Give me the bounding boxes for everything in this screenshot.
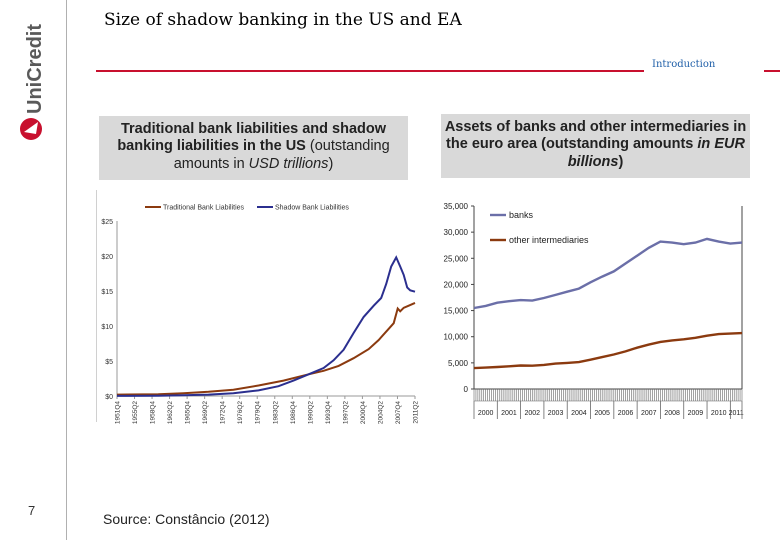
x-tick-label: 1983Q2: [272, 401, 280, 425]
x-tick-label: 1993Q4: [324, 401, 332, 425]
series-line-shadow: [117, 257, 415, 396]
y-tick-label: $20: [101, 254, 113, 261]
y-tick-label: 25,000: [443, 254, 468, 264]
y-tick-label: 10,000: [443, 332, 468, 342]
x-tick-label: 1955Q2: [132, 401, 140, 425]
x-tick-label: 1962Q2: [167, 401, 175, 425]
section-label: Introduction: [652, 59, 716, 70]
series-line-other: [474, 333, 742, 368]
y-tick-label: $25: [101, 219, 113, 226]
x-tick-label: 2000Q4: [359, 401, 367, 425]
x-tick-label: 2007Q4: [394, 401, 402, 425]
x-tick-label: 2002: [524, 410, 541, 417]
x-tick-label: 1976Q2: [237, 401, 245, 425]
y-tick-label: $5: [105, 359, 113, 366]
x-tick-label: 1986Q4: [289, 401, 297, 425]
x-tick-label: 2011Q2: [412, 401, 420, 424]
x-tick-label: 1997Q2: [342, 401, 350, 425]
x-tick-label: 2006: [617, 410, 634, 417]
left-caption-bold: Traditional bank liabilities and shadow banking liabilities in the US: [117, 121, 387, 155]
x-tick-label: 2004: [571, 410, 587, 417]
y-tick-label: $10: [101, 324, 113, 331]
left-caption-close: ): [328, 155, 334, 172]
y-tick-label: 0: [463, 385, 468, 394]
legend-label: banks: [509, 210, 534, 220]
source-note: Source: Constâncio (2012): [103, 511, 270, 527]
series-line-traditional: [117, 303, 415, 395]
x-tick-label: 1979Q4: [254, 401, 262, 425]
svg-text:UniCredit: UniCredit: [24, 24, 46, 114]
x-tick-label: 2005: [594, 410, 610, 417]
legend-label: other intermediaries: [509, 235, 589, 245]
x-tick-label: 2000: [477, 410, 494, 417]
euro-area-assets-chart: [428, 196, 750, 428]
right-caption-close: ): [618, 153, 624, 170]
right-caption-bold: Assets of banks and other intermediaries in the euro area (outstanding amounts: [444, 119, 747, 153]
right-caption-italic: in EUR billions: [567, 136, 745, 170]
x-tick-label: 2009: [687, 410, 704, 417]
y-tick-label: 35,000: [443, 202, 468, 211]
x-tick-label: 2007: [640, 410, 657, 417]
x-tick-label: 2008: [664, 410, 680, 417]
y-tick-label: $0: [105, 394, 113, 401]
series-line-banks: [474, 239, 742, 308]
slide-title: Size of shadow banking in the US and EA: [104, 10, 462, 30]
x-tick-label: 2011: [728, 410, 744, 417]
x-tick-label: 1965Q4: [184, 401, 192, 425]
side-divider: [66, 0, 67, 540]
x-tick-label: 2004Q2: [377, 401, 385, 425]
x-tick-label: 2010: [710, 410, 727, 417]
legend-label: Traditional Bank Liabilities: [163, 204, 245, 212]
left-chart-caption: [99, 116, 408, 180]
title-underline-end: [764, 70, 780, 72]
y-tick-label: 5,000: [447, 358, 468, 368]
legend-label: Shadow Bank Liabilities: [275, 204, 349, 212]
x-tick-label: 1969Q2: [202, 401, 210, 425]
us-chart-svg: [97, 190, 420, 425]
title-underline: [96, 70, 644, 72]
left-caption-plain: (outstanding amounts in: [173, 138, 390, 172]
page-number: 7: [28, 503, 36, 518]
y-tick-label: $15: [101, 289, 113, 296]
x-tick-label: 2001: [501, 410, 517, 417]
x-tick-label: 2003: [547, 410, 564, 417]
y-tick-label: 30,000: [443, 228, 468, 238]
ea-chart-svg: [428, 196, 750, 428]
y-tick-label: 15,000: [443, 306, 468, 316]
x-tick-label: 1951Q4: [114, 401, 122, 425]
y-tick-label: 20,000: [443, 280, 468, 290]
us-shadow-banking-chart: [96, 190, 420, 425]
x-tick-label: 1990Q2: [307, 401, 315, 425]
x-tick-label: 1958Q4: [149, 401, 157, 425]
right-chart-caption: [441, 114, 750, 178]
unicredit-logo: [14, 26, 48, 146]
x-tick-label: 1972Q4: [219, 401, 227, 425]
left-caption-italic: USD trillions: [248, 155, 329, 172]
